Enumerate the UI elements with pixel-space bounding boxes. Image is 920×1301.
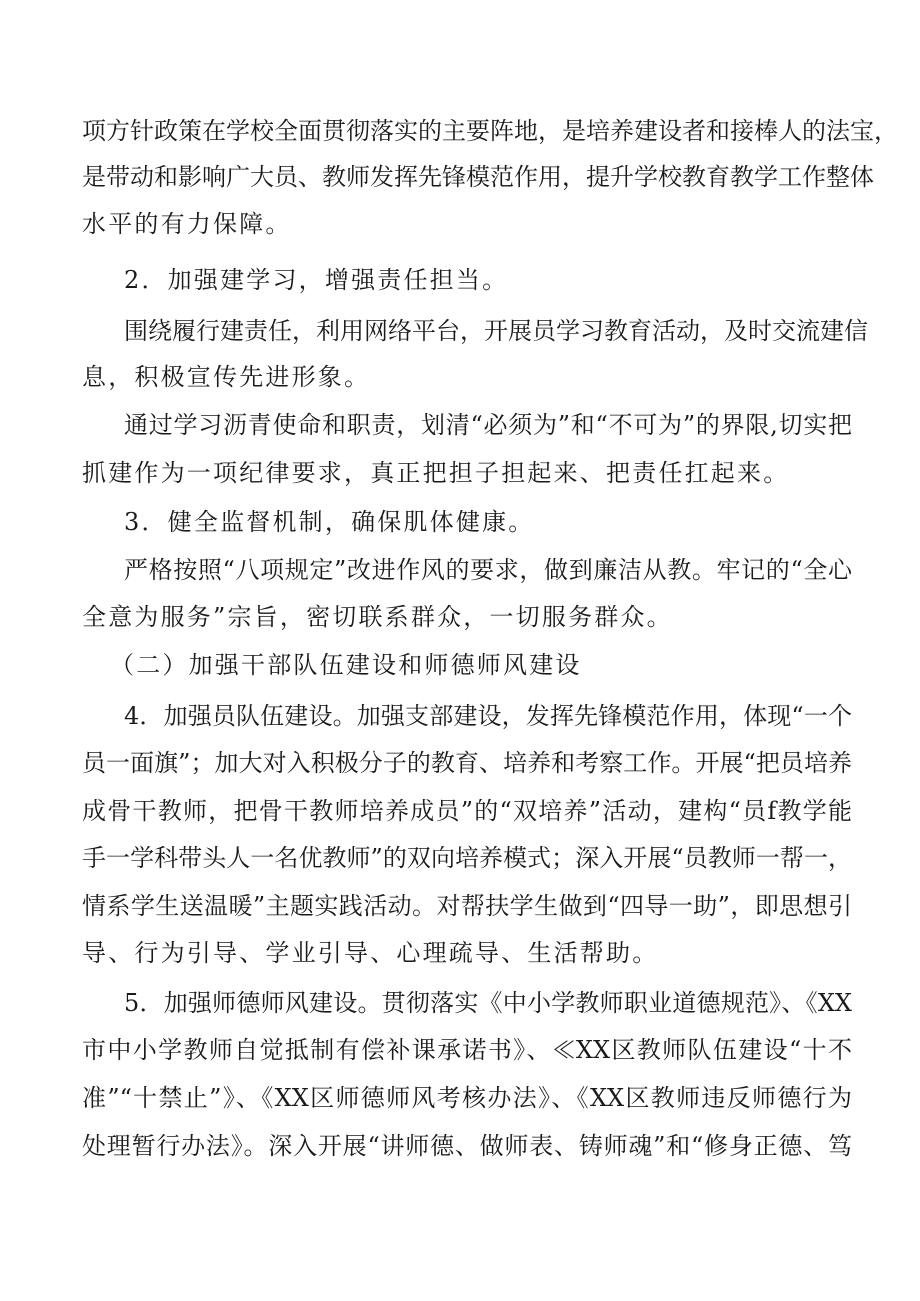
- paragraph-line: 手一学科带头人一名优教师”的双向培养模式；深入开展“员教师一帮一，: [82, 844, 852, 872]
- paragraph-line: 抓建作为一项纪律要求，真正把担子担起来、把责任扛起来。: [82, 459, 790, 487]
- paragraph-line: 是带动和影响广大员、教师发挥先锋模范作用，提升学校教育教学工作整体: [82, 163, 874, 191]
- paragraph-line: 围绕履行建责任，利用网络平台，开展员学习教育活动，及时交流建信: [124, 317, 868, 345]
- paragraph-line: 导、行为引导、学业引导、心理疏导、生活帮助。: [82, 939, 659, 967]
- paragraph-line: 息，积极宣传先进形象。: [82, 363, 371, 391]
- paragraph-line: 市中小学教师自觉抵制有偿补课承诺书》、≪XX区教师队伍建设“十不: [82, 1036, 852, 1064]
- item-heading: 3．健全监督机制，确保肌体健康。: [124, 508, 535, 536]
- paragraph-line: 员一面旗”；加大对入积极分子的教育、培养和考察工作。开展“把员培养: [82, 749, 852, 777]
- paragraph-line: 成骨干教师，把骨干教师培养成员”的“双培养”活动，建构“员f教学能: [82, 797, 852, 825]
- item-heading: 2．加强建学习，增强责任担当。: [124, 266, 509, 294]
- paragraph-line: 情系学生送温暖”主题实践活动。对帮扶学生做到“四导一助”，即思想引: [82, 892, 852, 920]
- section-heading: （二）加强干部队伍建设和师德师风建设: [110, 651, 582, 679]
- paragraph-line: 水平的有力保障。: [82, 210, 292, 238]
- paragraph-line: 严格按照“八项规定”改进作风的要求，做到廉洁从教。牢记的“全心: [124, 556, 852, 584]
- paragraph-line: 项方针政策在学校全面贯彻落实的主要阵地，是培养建设者和接棒人的法宝，: [82, 117, 898, 145]
- paragraph-line: 准”“十禁止”》、《XX区师德师风考核办法》、《XX区教师违反师德行为: [82, 1084, 852, 1112]
- paragraph-line: 5．加强师德师风建设。贯彻落实《中小学教师职业道德规范》、《XX: [124, 989, 852, 1017]
- paragraph-line: 4．加强员队伍建设。加强支部建设，发挥先锋模范作用，体现“一个: [124, 702, 852, 730]
- paragraph-line: 通过学习沥青使命和职责，划清“必须为”和“不可为”的界限,切实把: [124, 411, 852, 439]
- paragraph-line: 处理暂行办法》。深入开展“讲师德、做师表、铸师魂”和“修身正德、笃: [82, 1132, 852, 1160]
- paragraph-line: 全意为服务”宗旨，密切联系群众，一切服务群众。: [82, 603, 673, 631]
